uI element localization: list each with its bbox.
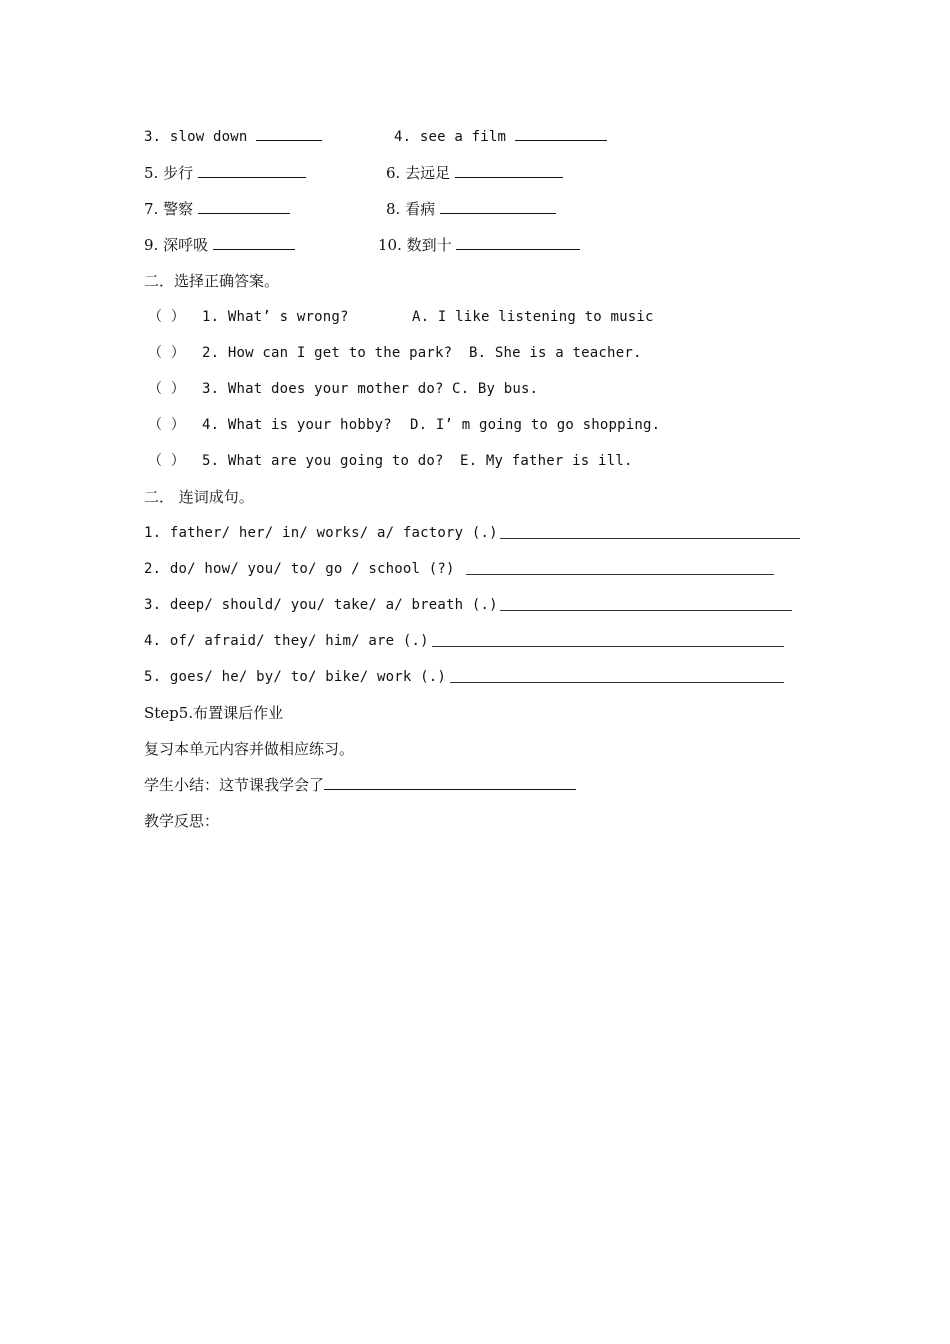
answer-paren[interactable]: （ ） [148, 453, 186, 469]
sentence-prompt: 4. of/ afraid/ they/ him/ are (.) [144, 633, 429, 649]
sentence-prompt: 3. deep/ should/ you/ take/ a/ breath (.) [144, 597, 498, 613]
answer-paren[interactable]: （ ） [148, 417, 186, 433]
homework-text: 复习本单元内容并做相应练习。 [144, 740, 355, 758]
teaching-reflection: 教学反思： [144, 812, 220, 830]
question-text: 1. What’ s wrong? [202, 309, 349, 325]
answer-blank[interactable] [440, 198, 556, 214]
answer-option: E. My father is ill. [460, 453, 633, 469]
question-text: 5. What are you going to do? [202, 453, 444, 469]
answer-paren[interactable]: （ ） [148, 345, 186, 361]
answer-paren[interactable]: （ ） [148, 381, 186, 397]
answer-blank[interactable] [456, 234, 580, 250]
answer-blank[interactable] [213, 234, 295, 250]
answer-option: A. I like listening to music [412, 309, 654, 325]
vocab-item-9: 9. 深呼吸 [144, 233, 295, 257]
vocab-item-3: 3. slow down [144, 125, 322, 149]
answer-option: B. She is a teacher. [469, 345, 642, 361]
answer-blank[interactable] [515, 125, 607, 141]
student-summary [144, 773, 576, 797]
section-title-sentences: 二． 连词成句。 [144, 488, 254, 506]
answer-blank[interactable] [466, 559, 774, 575]
answer-blank[interactable] [500, 523, 800, 539]
answer-paren[interactable]: （ ） [148, 309, 186, 325]
answer-blank[interactable] [432, 631, 784, 647]
sentence-prompt: 5. goes/ he/ by/ to/ bike/ work (.) [144, 669, 447, 685]
answer-blank[interactable] [455, 162, 563, 178]
step5-heading: Step5.布置课后作业 [144, 704, 284, 722]
vocab-item-7: 7. 警察 [144, 197, 290, 221]
answer-blank[interactable] [324, 774, 576, 790]
section-title-choice: 二．选择正确答案。 [144, 272, 280, 290]
vocab-item-4: 4. see a film [394, 125, 607, 149]
question-text: 3. What does your mother do? [202, 381, 444, 397]
question-text: 4. What is your hobby? [202, 417, 392, 433]
answer-option: C. By bus. [452, 381, 539, 397]
vocab-item-6: 6. 去远足 [386, 161, 563, 185]
answer-blank[interactable] [500, 595, 792, 611]
vocab-item-8: 8. 看病 [386, 197, 556, 221]
answer-blank[interactable] [450, 667, 784, 683]
answer-blank[interactable] [198, 162, 306, 178]
sentence-prompt: 2. do/ how/ you/ to/ go / school (?) [144, 561, 455, 577]
answer-blank[interactable] [256, 125, 322, 141]
vocab-item-5: 5. 步行 [144, 161, 306, 185]
question-text: 2. How can I get to the park? [202, 345, 453, 361]
vocab-item-10: 10. 数到十 [378, 233, 580, 257]
student-summary-label: 学生小结：这节课我学会了 [144, 776, 325, 794]
answer-blank[interactable] [198, 198, 290, 214]
answer-option: D. I’ m going to go shopping. [410, 417, 661, 433]
sentence-prompt: 1. father/ her/ in/ works/ a/ factory (.) [144, 525, 498, 541]
